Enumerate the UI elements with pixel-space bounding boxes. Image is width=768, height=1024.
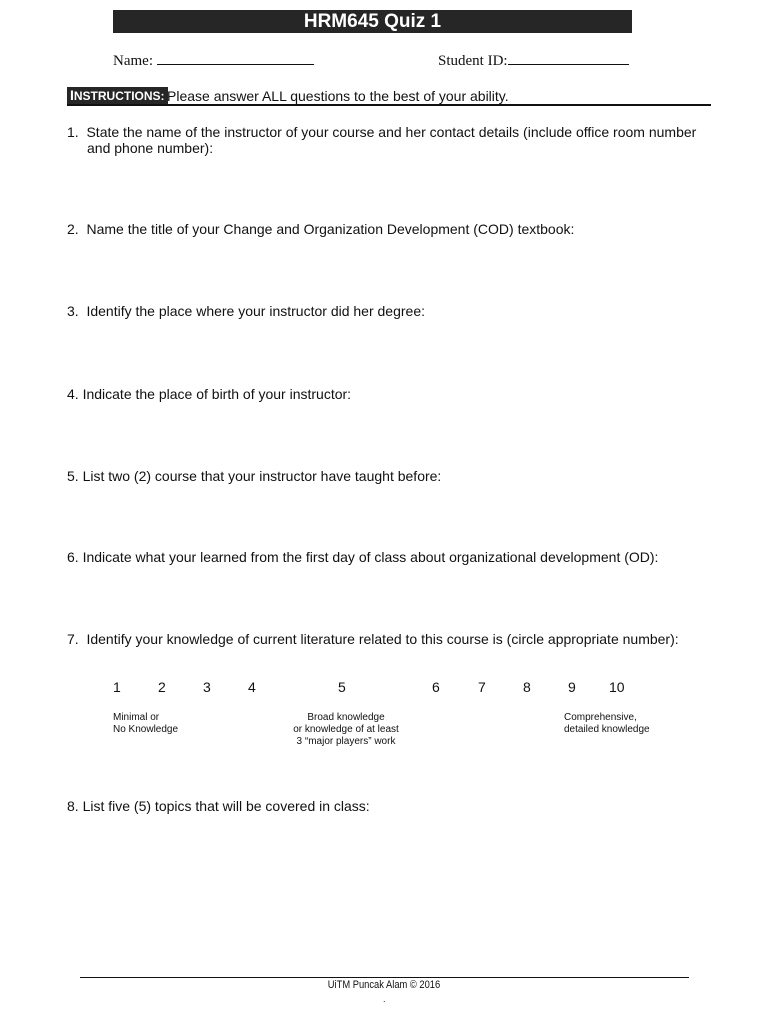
name-field [113, 50, 314, 70]
question-3 [67, 303, 697, 319]
question-text-continued: and phone number): [87, 140, 214, 156]
scale-option-1[interactable]: 1 [113, 679, 121, 695]
question-text: Indicate the place of birth of your instructor: [82, 386, 352, 402]
name-label: Name: [113, 53, 153, 69]
question-number: 5. [67, 468, 79, 484]
question-6 [67, 549, 697, 565]
scale-mid-description: Broad knowledge or knowledge of at least 3 “major players” work [293, 712, 399, 747]
scale-option-8[interactable]: 8 [523, 679, 531, 695]
question-8 [67, 798, 697, 814]
question-text: List two (2) course that your instructor have taught before: [82, 468, 442, 484]
question-number: 7. [67, 631, 79, 647]
instructions-label: INSTRUCTIONS: [67, 87, 168, 104]
scale-option-6[interactable]: 6 [432, 679, 440, 695]
scale-option-5[interactable]: 5 [338, 679, 346, 695]
question-number: 6. [67, 549, 79, 565]
question-2 [67, 221, 697, 237]
question-number: 8. [67, 798, 79, 814]
scale-option-4[interactable]: 4 [248, 679, 256, 695]
question-text: Identify the place where your instructor did her degree: [86, 303, 425, 319]
scale-option-7[interactable]: 7 [478, 679, 486, 695]
question-text: List five (5) topics that will be covered in class: [82, 798, 370, 814]
question-text: Indicate what your learned from the first day of class about organizational development (OD): [82, 549, 659, 565]
instructions-text: Please answer ALL questions to the best of your ability. [167, 88, 509, 104]
scale-option-9[interactable]: 9 [568, 679, 576, 695]
name-blank-line [157, 50, 314, 65]
scale-option-3[interactable]: 3 [203, 679, 211, 695]
scale-low-description: Minimal or No Knowledge [113, 712, 179, 735]
question-number: 2. [67, 221, 79, 237]
scale-option-10[interactable]: 10 [609, 679, 625, 695]
question-text: Identify your knowledge of current literature related to this course is (circle appropriate number): [86, 631, 679, 647]
question-4 [67, 386, 697, 402]
instructions-row [67, 86, 711, 106]
student-id-blank-line [508, 50, 629, 65]
question-number: 1. [67, 124, 79, 140]
student-id-label: Student ID: [438, 53, 508, 69]
footer-copyright: UiTM Puncak Alam © 2016 [327, 979, 441, 991]
question-number: 3. [67, 303, 79, 319]
question-text: State the name of the instructor of your course and her contact details (include office room number [86, 124, 697, 140]
footer-divider [80, 977, 689, 978]
question-number: 4. [67, 386, 79, 402]
page-title: HRM645 Quiz 1 [113, 10, 632, 33]
footer-mark: . [383, 994, 386, 1004]
student-id-field [438, 50, 629, 70]
question-1 [67, 124, 697, 156]
question-text: Name the title of your Change and Organization Development (COD) textbook: [86, 221, 575, 237]
scale-option-2[interactable]: 2 [158, 679, 166, 695]
question-7 [67, 631, 697, 647]
scale-high-description: Comprehensive, detailed knowledge [564, 712, 650, 735]
question-5 [67, 468, 697, 484]
